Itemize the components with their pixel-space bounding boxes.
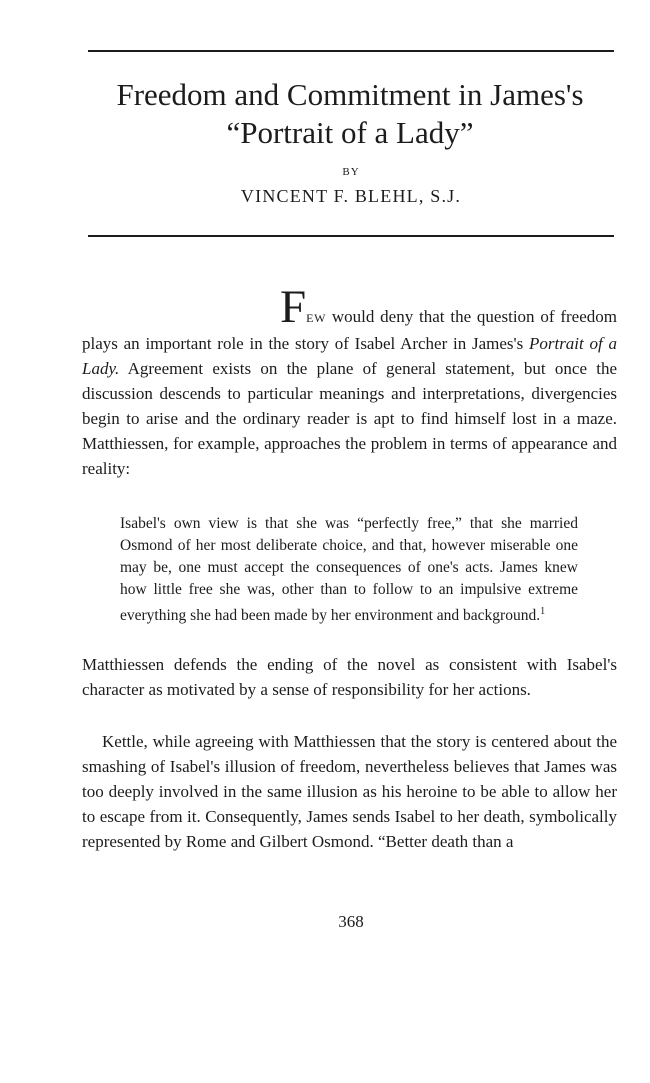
block-quote-text: Isabel's own view is that she was “perfectly free,” that she married Osmond of her most deliberate choice, and that, however miserable one may be, one must accept the consequences of one's acts. James knew how little free she was, other than to follow to an impulsive extreme everything she had been made by her environment and background. bbox=[120, 515, 578, 625]
paragraph-1 bbox=[82, 281, 617, 481]
title-line-2: “Portrait of a Lady” bbox=[226, 115, 474, 150]
footnote-reference[interactable]: 1 bbox=[540, 606, 546, 617]
bottom-rule bbox=[88, 235, 614, 237]
paragraph-1-text-a: would deny that the question of freedom plays an important role in the story of Isabel Archer in James's bbox=[82, 307, 617, 353]
block-quote bbox=[120, 513, 578, 627]
paragraph-2: Matthiessen defends the ending of the novel as consistent with Isabel's character as motivated by a sense of responsibility for her actions. bbox=[82, 655, 617, 699]
paragraph-1-text-b: Agreement exists on the plane of general statement, but once the discussion descends to particular meanings and interpretations, divergencies begin to arise and the ordinary reader is apt to find himself lost in a maze. Matthiessen, for example, approaches the problem in terms of appearance and reality: bbox=[82, 359, 617, 478]
title-line-1: Freedom and Commitment in James's bbox=[116, 77, 584, 112]
top-rule bbox=[88, 50, 614, 52]
drop-cap: F bbox=[280, 281, 307, 333]
paragraph-3: Kettle, while agreeing with Matthiessen that the story is centered about the smashing of Isabel's illusion of freedom, nevertheless believes that James was too deeply involved in the same illusion as his heroine to be able to allow her to escape from it. Consequently, James sends Isabel to her death, symbolically represented by Rome and Gilbert Osmond. “Better death than a bbox=[82, 732, 617, 851]
article-title bbox=[60, 76, 640, 152]
author-name: VINCENT F. BLEHL, S.J. bbox=[240, 186, 462, 206]
small-caps-lead: EW bbox=[306, 311, 326, 325]
byline-label: BY bbox=[342, 166, 360, 178]
page-number: 368 bbox=[338, 912, 364, 931]
italic-book-title: Portrait of a Lady. bbox=[82, 334, 617, 378]
